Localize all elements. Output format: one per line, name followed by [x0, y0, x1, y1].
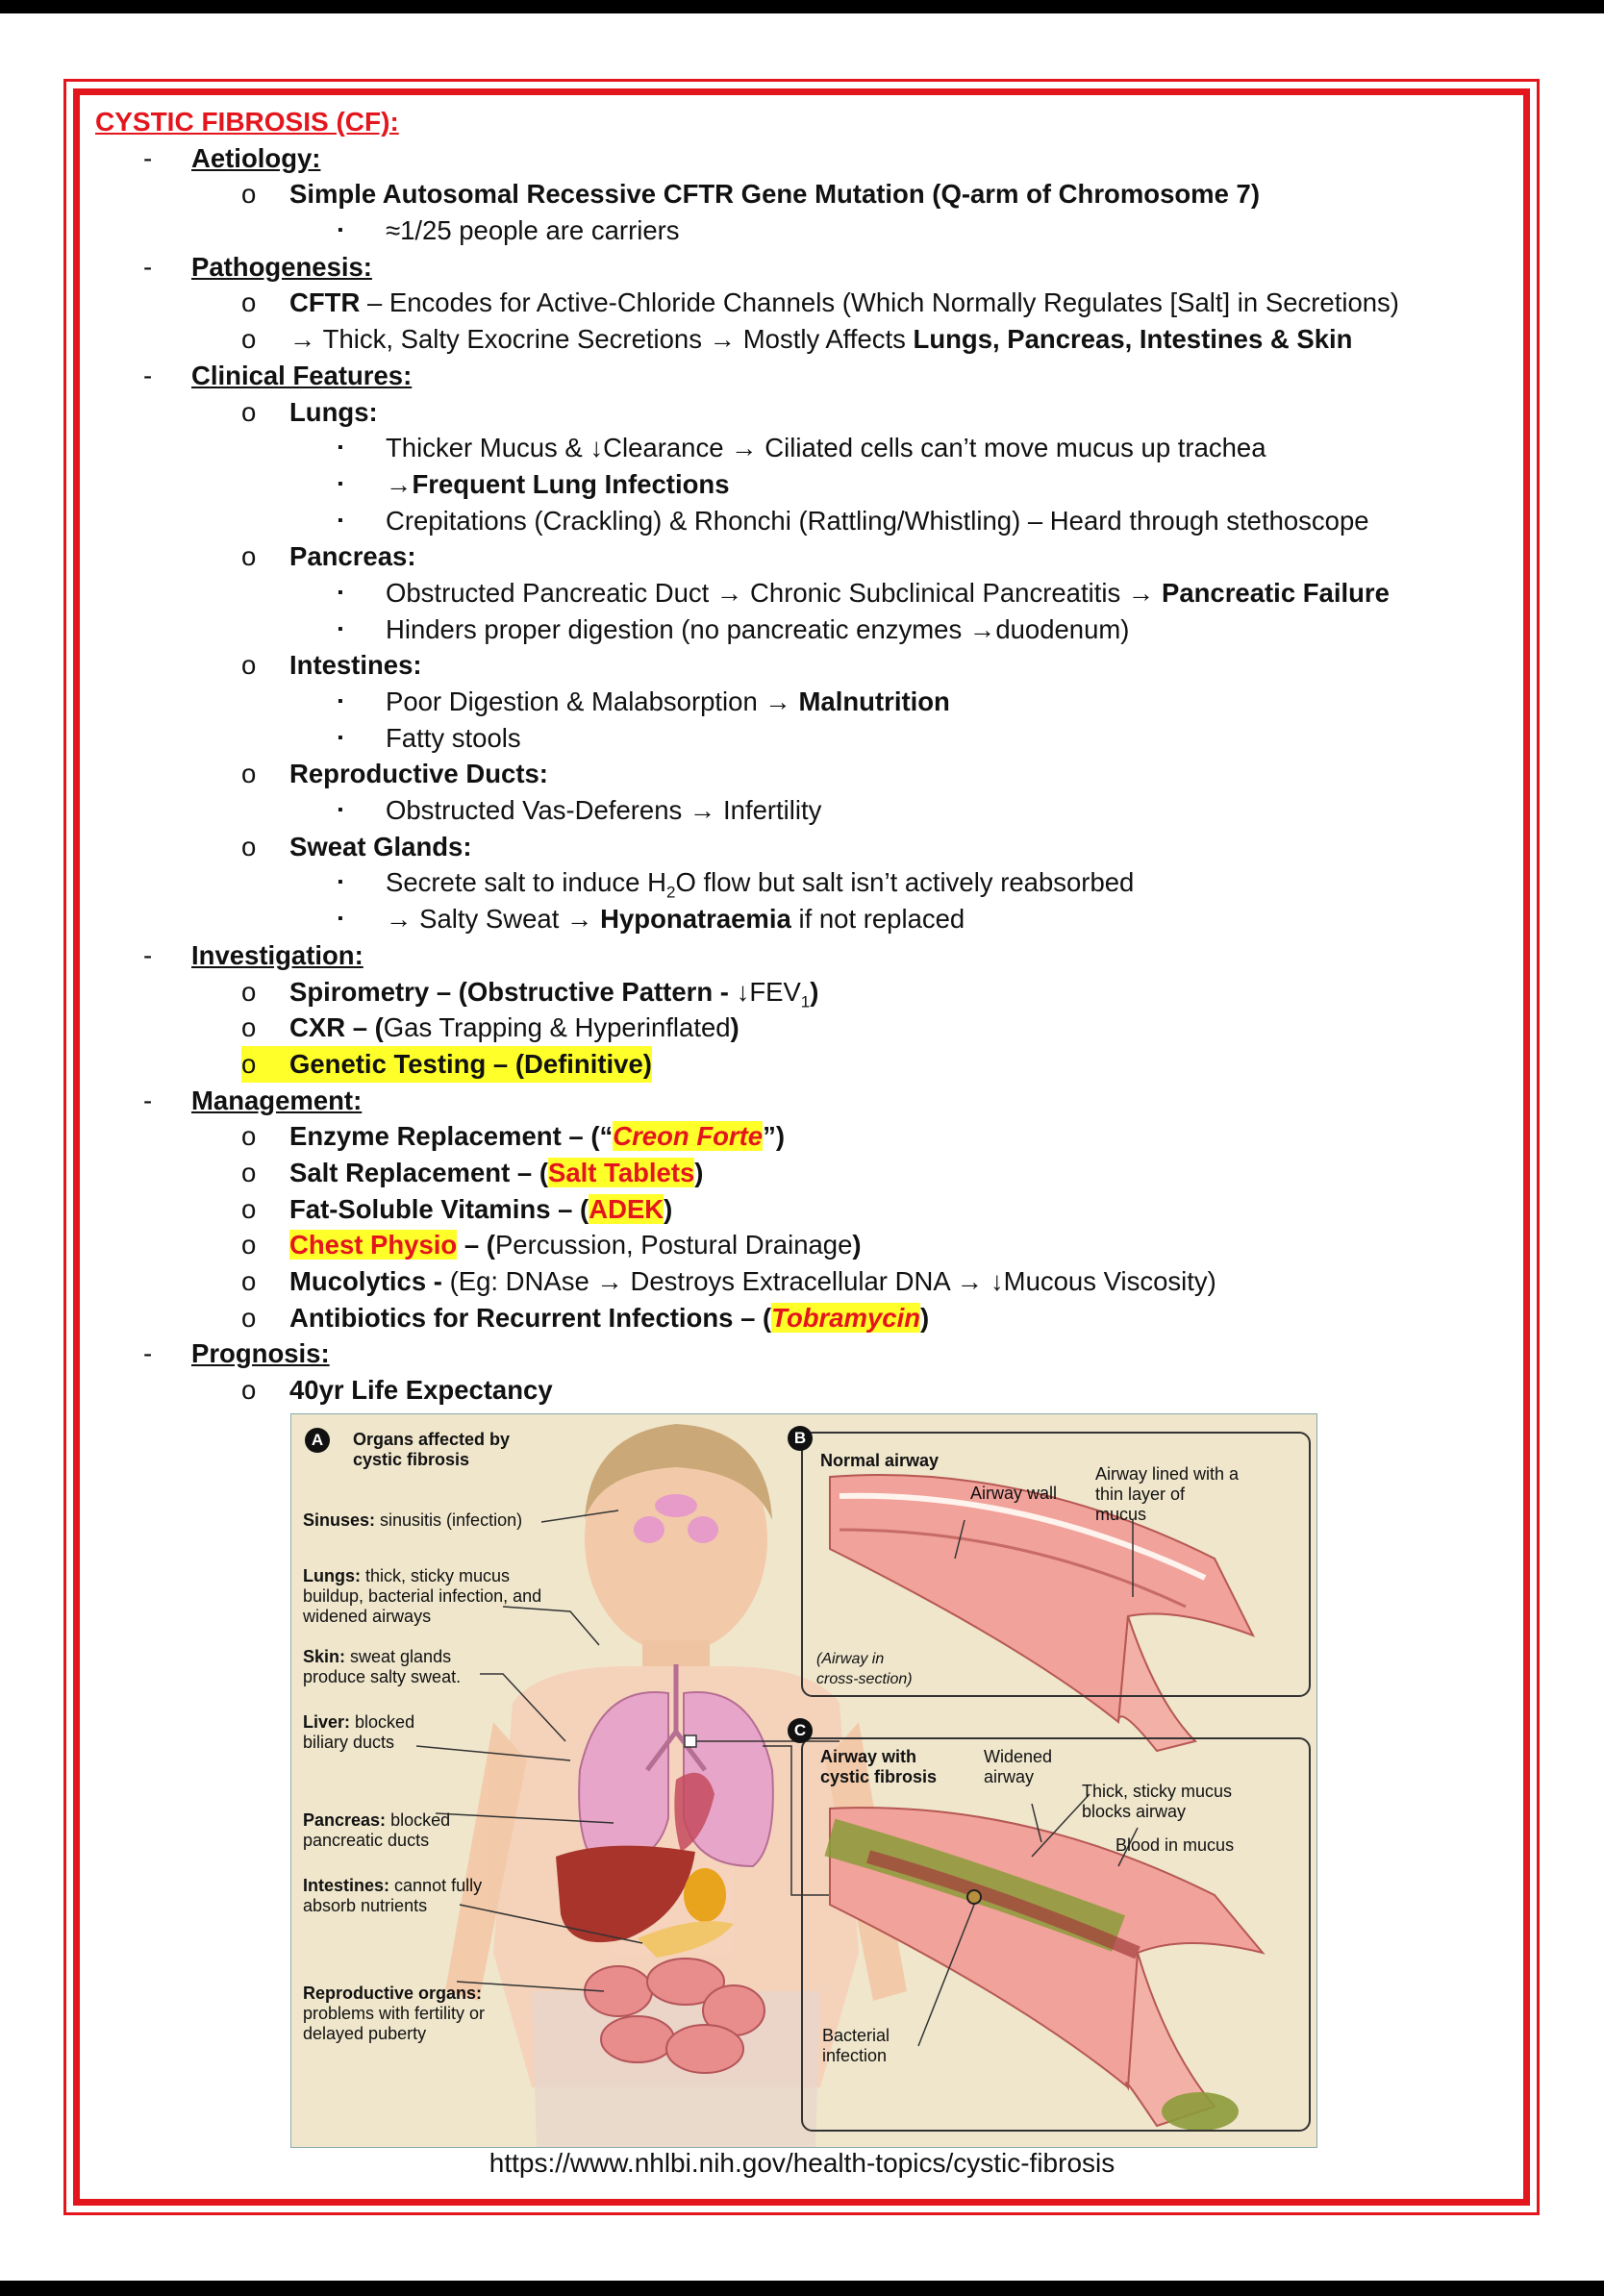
list-item: ▪ Fatty stools — [338, 722, 521, 753]
list-item: o Mucolytics - (Eg: DNAse → Destroys Extracellular DNA → ↓Mucous Viscosity) — [241, 1266, 1216, 1296]
list-item: o Chest Physio – (Percussion, Postural Drainage) — [241, 1230, 862, 1260]
heading-prognosis: Prognosis: — [191, 1338, 330, 1369]
heading-management: Management: — [191, 1085, 363, 1115]
section-aetiology: - Aetiology: — [143, 142, 321, 173]
list-item: ▪ Thicker Mucus & ↓Clearance → Ciliated cells can’t move mucus up trachea — [338, 433, 1266, 463]
sinus-left — [634, 1516, 664, 1543]
figure-a-title: Organs affected by cystic fibrosis — [353, 1430, 511, 1469]
list-item: ▪ Obstructed Vas-Deferens → Infertility — [338, 795, 822, 826]
sinus-right — [688, 1516, 718, 1543]
list-item: o Antibiotics for Recurrent Infections – (Tobramycin) — [241, 1302, 930, 1333]
list-item: o → Thick, Salty Exocrine Secretions → Mostly Affects Lungs, Pancreas, Intestines & Skin — [241, 324, 1353, 355]
heading-aetiology: Aetiology: — [191, 142, 321, 173]
section-investigation: - Investigation: — [143, 939, 363, 970]
list-item: ▪ Secrete salt to induce $H_2O$ flow but salt isn’t actively reabsorbed — [338, 867, 1135, 902]
notes-content — [95, 104, 1518, 1409]
section-prognosis: - Prognosis: — [143, 1338, 330, 1369]
label-airway-lined: Airway lined with a thin layer of mucus — [1095, 1464, 1240, 1524]
label-thick-mucus: Thick, sticky mucus blocks airway — [1082, 1782, 1233, 1821]
list-item: ▪ Hinders proper digestion (no pancreatic enzymes →duodenum) — [338, 613, 1130, 644]
list-item: ▪ →Frequent Lung Infections — [338, 468, 730, 499]
badge-c: C — [788, 1718, 813, 1743]
page-title: CYSTIC FIBROSIS (CF): — [95, 107, 399, 137]
heading-investigation: Investigation: — [191, 939, 363, 970]
list-item: o CFTR – Encodes for Active-Chloride Channels (Which Normally Regulates [Salt] in Secretions) — [241, 287, 1399, 318]
label-skin: Skin: sweat glands produce salty sweat. — [303, 1647, 462, 1686]
list-item: o Sweat Glands: — [241, 831, 472, 861]
list-item: o Salt Replacement – (Salt Tablets) — [241, 1157, 704, 1187]
label-pancreas: Pancreas: blocked pancreatic ducts — [303, 1810, 451, 1850]
cf-illustration — [290, 1413, 1317, 2148]
list-item: ▪ → Salty Sweat → Hyponatraemia if not replaced — [338, 904, 965, 935]
label-liver: Liver: blocked biliary ducts — [303, 1712, 415, 1752]
list-item: o 40yr Life Expectancy — [241, 1375, 553, 1406]
list-item: o Reproductive Ducts: — [241, 759, 548, 789]
list-item: o Spirometry – (Obstructive Pattern - $↓FEV_1$) — [241, 976, 819, 1011]
list-item: ▪ ≈1/25 people are carriers — [338, 215, 680, 246]
label-lungs: Lungs: thick, sticky mucus buildup, bacterial infection, and widened airways — [303, 1566, 542, 1626]
label-sinuses: Sinuses: sinusitis (infection) — [303, 1510, 523, 1530]
list-item: o Simple Autosomal Recessive CFTR Gene Mutation (Q-arm of Chromosome 7) — [241, 179, 1261, 210]
badge-a: A — [305, 1428, 330, 1453]
label-reproductive: Reproductive organs: problems with fertility or delayed puberty — [303, 1984, 486, 2043]
list-item: o Enzyme Replacement – (“Creon Forte”) — [241, 1121, 785, 1152]
sinus-frontal — [655, 1494, 697, 1517]
section-clinical: - Clinical Features: — [143, 360, 413, 390]
label-blood-mucus: Blood in mucus — [1115, 1835, 1235, 1855]
section-management: - Management: — [143, 1085, 363, 1115]
badge-b: B — [788, 1426, 813, 1451]
heading-clinical: Clinical Features: — [191, 360, 413, 390]
label-bacterial-infection: Bacterial infection — [822, 2026, 890, 2065]
list-item: o Fat-Soluble Vitamins – (ADEK) — [241, 1193, 673, 1224]
bottom-black-bar — [0, 2281, 1604, 2296]
label-normal-airway: Normal airway — [820, 1451, 940, 1470]
heading-pathogenesis: Pathogenesis: — [191, 251, 372, 282]
list-item: ▪ Poor Digestion & Malabsorption → Malnutrition — [338, 686, 950, 716]
label-widened-airway: Widened airway — [984, 1747, 1053, 1786]
list-item: ▪ Crepitations (Crackling) & Rhonchi (Rattling/Whistling) – Heard through stethoscope — [338, 505, 1369, 536]
list-item: o Lungs: — [241, 396, 378, 427]
section-pathogenesis: - Pathogenesis: — [143, 251, 372, 282]
label-cross-section: (Airway in cross-section) — [816, 1651, 913, 1687]
source-url: https://www.nhlbi.nih.gov/health-topics/cystic-fibrosis — [489, 2148, 1115, 2178]
list-item: o Pancreas: — [241, 541, 416, 572]
gallbladder — [684, 1868, 726, 1922]
list-item: ▪ Obstructed Pancreatic Duct → Chronic Subclinical Pancreatitis → Pancreatic Failure — [338, 577, 1390, 608]
list-item-highlighted: o Genetic Testing – (Definitive) — [95, 1046, 1518, 1083]
list-item: o CXR – (Gas Trapping & Hyperinflated) — [241, 1012, 739, 1043]
list-item: o Intestines: — [241, 650, 422, 681]
label-cf-airway: Airway with cystic fibrosis — [820, 1747, 938, 1786]
top-black-bar — [0, 0, 1604, 13]
label-intestines: Intestines: cannot fully absorb nutrients — [303, 1876, 483, 1915]
label-airway-wall: Airway wall — [970, 1484, 1058, 1503]
